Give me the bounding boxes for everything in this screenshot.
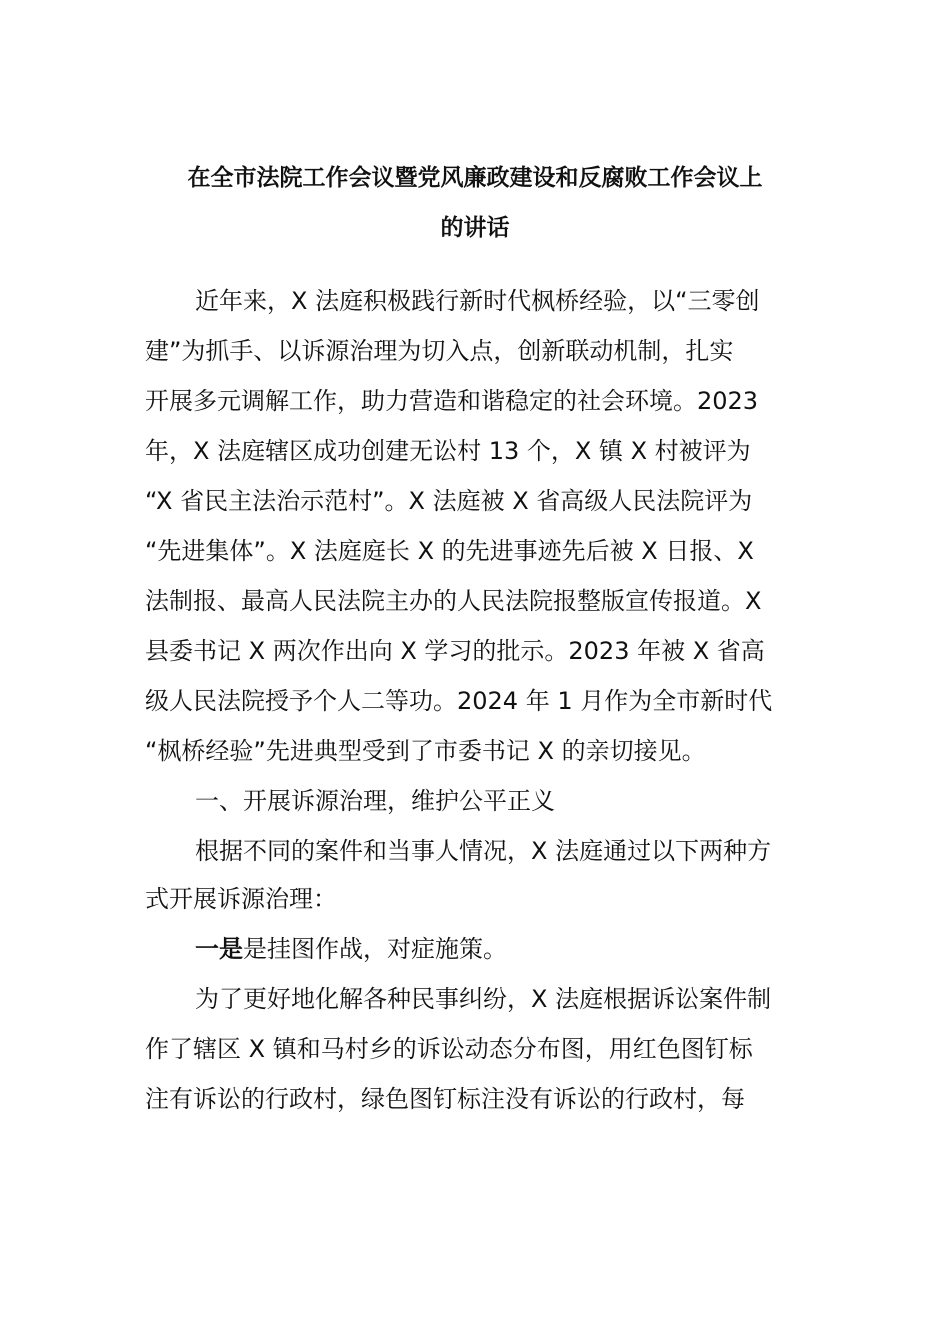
document-title-line-1: 在全市法院工作会议暨党风廉政建设和反腐败工作会议上 xyxy=(187,165,763,191)
body-line: 注有诉讼的行政村，绿色图钉标注没有诉讼的行政村，每 xyxy=(145,1085,745,1113)
point-label: 一是 xyxy=(195,935,243,963)
body-line: “X 省民主法治示范村”。X 法庭被 X 省高级人民法院评为 xyxy=(145,487,753,515)
body-line: 县委书记 X 两次作出向 X 学习的批示。2023 年被 X 省高 xyxy=(145,637,765,665)
body-line: 为了更好地化解各种民事纠纷，X 法庭根据诉讼案件制 xyxy=(195,985,772,1013)
body-line: 根据不同的案件和当事人情况，X 法庭通过以下两种方 xyxy=(195,837,772,865)
body-line: 作了辖区 X 镇和马村乡的诉讼动态分布图，用红色图钉标 xyxy=(145,1035,753,1063)
body-line: “先进集体”。X 法庭庭长 X 的先进事迹先后被 X 日报、X xyxy=(145,537,754,565)
body-line: 开展多元调解工作，助力营造和谐稳定的社会环境。2023 xyxy=(145,387,759,415)
body-line: “枫桥经验”先进典型受到了市委书记 X 的亲切接见。 xyxy=(145,737,706,765)
body-line: 法制报、最高人民法院主办的人民法院报整版宣传报道。X xyxy=(145,587,762,615)
body-line: 年，X 法庭辖区成功创建无讼村 13 个，X 镇 X 村被评为 xyxy=(145,437,751,465)
body-line: 级人民法院授予个人二等功。2024 年 1 月作为全市新时代 xyxy=(145,687,773,715)
section-heading: 一、开展诉源治理，维护公平正义 xyxy=(195,787,555,815)
point-heading xyxy=(195,933,805,965)
body-line: 建”为抓手、以诉源治理为切入点，创新联动机制，扎实 xyxy=(145,337,734,365)
document-title-line-2: 的讲话 xyxy=(440,215,510,241)
body-line: 近年来，X 法庭积极践行新时代枫桥经验，以“三零创 xyxy=(195,287,760,315)
point-text: 是挂图作战，对症施策。 xyxy=(243,935,507,963)
body-line: 式开展诉源治理： xyxy=(145,885,337,913)
